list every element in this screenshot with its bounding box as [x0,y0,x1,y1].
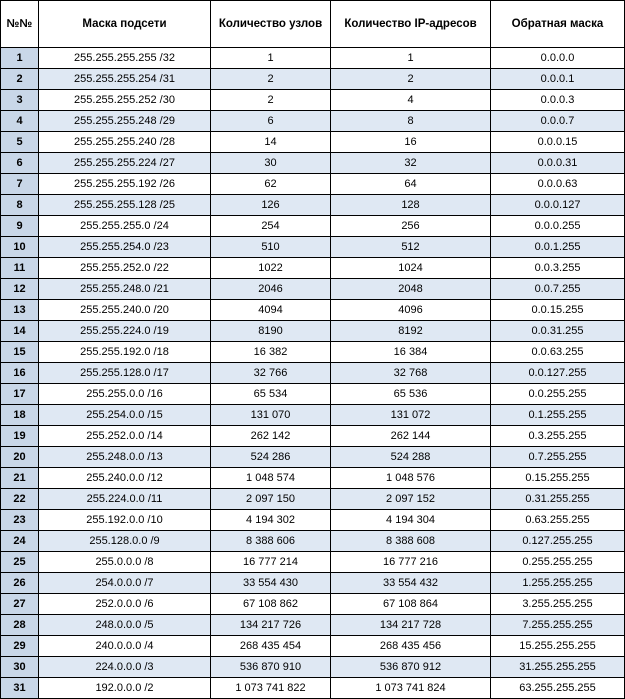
table-row [1,531,625,552]
table-row [1,279,625,300]
cell-row-number: 24 [1,531,39,552]
cell-ip-count: 1024 [331,258,491,279]
table-row [1,111,625,132]
cell-subnet-mask: 255.248.0.0 /13 [39,447,211,468]
table-row [1,468,625,489]
cell-subnet-mask: 255.255.248.0 /21 [39,279,211,300]
cell-host-count: 4 194 302 [211,510,331,531]
cell-host-count: 6 [211,111,331,132]
cell-host-count: 30 [211,153,331,174]
table-row [1,678,625,699]
cell-ip-count: 128 [331,195,491,216]
cell-subnet-mask: 255.128.0.0 /9 [39,531,211,552]
cell-ip-count: 16 [331,132,491,153]
column-header-number: №№ [1,1,39,48]
cell-subnet-mask: 255.255.255.255 /32 [39,48,211,69]
cell-host-count: 2046 [211,279,331,300]
cell-host-count: 2 [211,90,331,111]
cell-wildcard-mask: 0.0.0.63 [491,174,625,195]
cell-host-count: 67 108 862 [211,594,331,615]
cell-subnet-mask: 255.255.0.0 /16 [39,384,211,405]
cell-ip-count: 2 097 152 [331,489,491,510]
cell-wildcard-mask: 0.0.0.31 [491,153,625,174]
cell-wildcard-mask: 0.0.255.255 [491,384,625,405]
cell-ip-count: 33 554 432 [331,573,491,594]
cell-host-count: 1 048 574 [211,468,331,489]
cell-subnet-mask: 255.254.0.0 /15 [39,405,211,426]
cell-row-number: 7 [1,174,39,195]
column-header-ip-count: Количество IP-адресов [331,1,491,48]
cell-wildcard-mask: 0.0.0.3 [491,90,625,111]
cell-row-number: 31 [1,678,39,699]
cell-row-number: 19 [1,426,39,447]
cell-row-number: 6 [1,153,39,174]
table-row [1,321,625,342]
cell-wildcard-mask: 0.0.0.0 [491,48,625,69]
cell-wildcard-mask: 0.0.1.255 [491,237,625,258]
cell-wildcard-mask: 0.0.3.255 [491,258,625,279]
table-row [1,195,625,216]
cell-wildcard-mask: 1.255.255.255 [491,573,625,594]
cell-subnet-mask: 252.0.0.0 /6 [39,594,211,615]
cell-ip-count: 65 536 [331,384,491,405]
cell-host-count: 131 070 [211,405,331,426]
cell-row-number: 10 [1,237,39,258]
cell-subnet-mask: 255.255.192.0 /18 [39,342,211,363]
column-header-subnet-mask: Маска подсети [39,1,211,48]
cell-ip-count: 1 [331,48,491,69]
cell-ip-count: 8192 [331,321,491,342]
table-row [1,132,625,153]
cell-subnet-mask: 255.255.254.0 /23 [39,237,211,258]
cell-host-count: 268 435 454 [211,636,331,657]
cell-row-number: 14 [1,321,39,342]
column-header-wildcard-mask: Обратная маска [491,1,625,48]
cell-row-number: 21 [1,468,39,489]
cell-ip-count: 16 384 [331,342,491,363]
table-row [1,153,625,174]
cell-host-count: 32 766 [211,363,331,384]
cell-wildcard-mask: 0.0.0.15 [491,132,625,153]
cell-ip-count: 262 144 [331,426,491,447]
cell-wildcard-mask: 15.255.255.255 [491,636,625,657]
cell-wildcard-mask: 0.0.0.127 [491,195,625,216]
cell-row-number: 20 [1,447,39,468]
cell-wildcard-mask: 0.0.31.255 [491,321,625,342]
cell-row-number: 15 [1,342,39,363]
table-row [1,552,625,573]
cell-wildcard-mask: 0.0.7.255 [491,279,625,300]
cell-subnet-mask: 248.0.0.0 /5 [39,615,211,636]
table-row [1,300,625,321]
cell-row-number: 4 [1,111,39,132]
cell-ip-count: 64 [331,174,491,195]
table-row [1,489,625,510]
cell-ip-count: 8 [331,111,491,132]
cell-ip-count: 536 870 912 [331,657,491,678]
cell-wildcard-mask: 0.63.255.255 [491,510,625,531]
cell-row-number: 16 [1,363,39,384]
table-row [1,48,625,69]
table-row [1,426,625,447]
cell-ip-count: 1 073 741 824 [331,678,491,699]
cell-subnet-mask: 255.255.255.192 /26 [39,174,211,195]
table-row [1,174,625,195]
cell-subnet-mask: 255.252.0.0 /14 [39,426,211,447]
cell-subnet-mask: 240.0.0.0 /4 [39,636,211,657]
cell-subnet-mask: 255.255.255.252 /30 [39,90,211,111]
cell-host-count: 524 286 [211,447,331,468]
cell-wildcard-mask: 0.1.255.255 [491,405,625,426]
cell-row-number: 2 [1,69,39,90]
table-row [1,69,625,90]
table-body [1,48,625,699]
cell-ip-count: 4096 [331,300,491,321]
table-row [1,594,625,615]
cell-row-number: 27 [1,594,39,615]
cell-ip-count: 256 [331,216,491,237]
cell-subnet-mask: 255.0.0.0 /8 [39,552,211,573]
cell-row-number: 17 [1,384,39,405]
cell-row-number: 11 [1,258,39,279]
column-header-host-count: Количество узлов [211,1,331,48]
cell-host-count: 536 870 910 [211,657,331,678]
cell-wildcard-mask: 0.0.0.255 [491,216,625,237]
cell-subnet-mask: 255.255.255.0 /24 [39,216,211,237]
cell-ip-count: 2 [331,69,491,90]
cell-row-number: 1 [1,48,39,69]
cell-row-number: 18 [1,405,39,426]
cell-host-count: 8190 [211,321,331,342]
cell-row-number: 28 [1,615,39,636]
cell-row-number: 13 [1,300,39,321]
cell-subnet-mask: 192.0.0.0 /2 [39,678,211,699]
cell-row-number: 22 [1,489,39,510]
cell-subnet-mask: 255.255.255.248 /29 [39,111,211,132]
cell-host-count: 1 073 741 822 [211,678,331,699]
cell-row-number: 12 [1,279,39,300]
table-row [1,384,625,405]
cell-subnet-mask: 255.224.0.0 /11 [39,489,211,510]
cell-ip-count: 268 435 456 [331,636,491,657]
cell-ip-count: 512 [331,237,491,258]
cell-subnet-mask: 255.255.255.254 /31 [39,69,211,90]
table-header-row [1,1,625,48]
table-row [1,216,625,237]
cell-host-count: 14 [211,132,331,153]
table-row [1,363,625,384]
cell-ip-count: 4 194 304 [331,510,491,531]
cell-ip-count: 4 [331,90,491,111]
table-row [1,510,625,531]
cell-host-count: 1022 [211,258,331,279]
cell-ip-count: 131 072 [331,405,491,426]
table-row [1,405,625,426]
cell-host-count: 16 382 [211,342,331,363]
cell-host-count: 65 534 [211,384,331,405]
cell-row-number: 29 [1,636,39,657]
cell-subnet-mask: 254.0.0.0 /7 [39,573,211,594]
table-row [1,573,625,594]
table-row [1,657,625,678]
cell-subnet-mask: 255.255.224.0 /19 [39,321,211,342]
cell-host-count: 126 [211,195,331,216]
cell-wildcard-mask: 0.255.255.255 [491,552,625,573]
table-row [1,342,625,363]
cell-host-count: 16 777 214 [211,552,331,573]
cell-host-count: 62 [211,174,331,195]
cell-ip-count: 32 768 [331,363,491,384]
cell-subnet-mask: 255.255.255.128 /25 [39,195,211,216]
cell-host-count: 254 [211,216,331,237]
table-row [1,636,625,657]
cell-wildcard-mask: 0.7.255.255 [491,447,625,468]
cell-host-count: 2 097 150 [211,489,331,510]
cell-host-count: 510 [211,237,331,258]
cell-ip-count: 524 288 [331,447,491,468]
cell-row-number: 25 [1,552,39,573]
cell-wildcard-mask: 31.255.255.255 [491,657,625,678]
cell-row-number: 5 [1,132,39,153]
cell-host-count: 4094 [211,300,331,321]
cell-wildcard-mask: 0.3.255.255 [491,426,625,447]
cell-subnet-mask: 255.192.0.0 /10 [39,510,211,531]
cell-wildcard-mask: 0.0.15.255 [491,300,625,321]
table-row [1,615,625,636]
cell-subnet-mask: 255.255.252.0 /22 [39,258,211,279]
cell-wildcard-mask: 0.0.63.255 [491,342,625,363]
cell-host-count: 1 [211,48,331,69]
cell-row-number: 3 [1,90,39,111]
cell-subnet-mask: 255.255.255.224 /27 [39,153,211,174]
cell-subnet-mask: 255.255.128.0 /17 [39,363,211,384]
cell-wildcard-mask: 7.255.255.255 [491,615,625,636]
table-row [1,90,625,111]
table-header [1,1,625,48]
cell-host-count: 33 554 430 [211,573,331,594]
cell-wildcard-mask: 0.0.127.255 [491,363,625,384]
cell-row-number: 26 [1,573,39,594]
cell-host-count: 2 [211,69,331,90]
cell-wildcard-mask: 0.127.255.255 [491,531,625,552]
cell-wildcard-mask: 63.255.255.255 [491,678,625,699]
cell-subnet-mask: 255.240.0.0 /12 [39,468,211,489]
cell-subnet-mask: 255.255.240.0 /20 [39,300,211,321]
cell-ip-count: 16 777 216 [331,552,491,573]
cell-wildcard-mask: 0.31.255.255 [491,489,625,510]
cell-wildcard-mask: 0.0.0.7 [491,111,625,132]
cell-ip-count: 67 108 864 [331,594,491,615]
cell-host-count: 262 142 [211,426,331,447]
table-row [1,447,625,468]
cell-ip-count: 1 048 576 [331,468,491,489]
cell-ip-count: 134 217 728 [331,615,491,636]
table-row [1,258,625,279]
cell-row-number: 23 [1,510,39,531]
cell-ip-count: 8 388 608 [331,531,491,552]
cell-host-count: 134 217 726 [211,615,331,636]
cell-row-number: 9 [1,216,39,237]
cell-wildcard-mask: 0.0.0.1 [491,69,625,90]
cell-wildcard-mask: 3.255.255.255 [491,594,625,615]
cell-ip-count: 2048 [331,279,491,300]
cell-subnet-mask: 224.0.0.0 /3 [39,657,211,678]
cell-subnet-mask: 255.255.255.240 /28 [39,132,211,153]
table-row [1,237,625,258]
cell-ip-count: 32 [331,153,491,174]
cell-wildcard-mask: 0.15.255.255 [491,468,625,489]
cell-host-count: 8 388 606 [211,531,331,552]
cell-row-number: 8 [1,195,39,216]
cell-row-number: 30 [1,657,39,678]
